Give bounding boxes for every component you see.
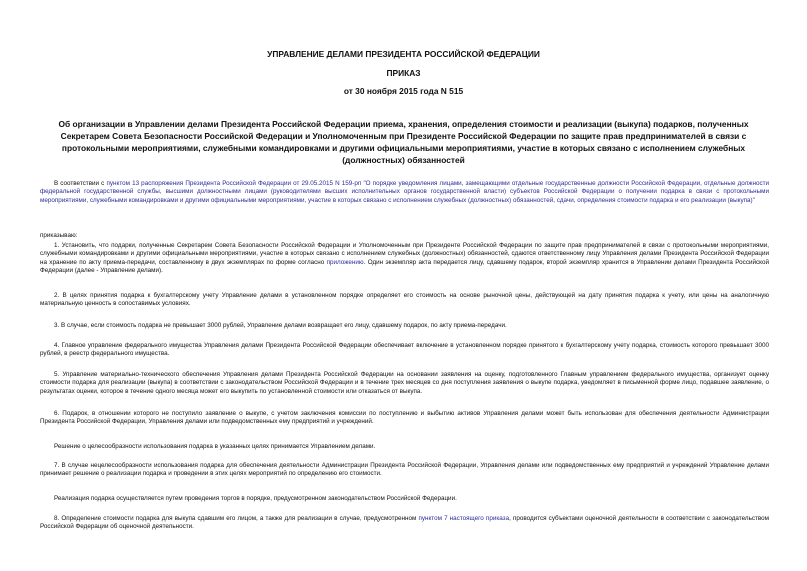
organization-heading: УПРАВЛЕНИЕ ДЕЛАМИ ПРЕЗИДЕНТА РОССИЙСКОЙ ФЕДЕРАЦИИ [267,49,540,59]
paragraph-1-text-end: . Один экземпляр акта передается лицу, сдавшему подарок, второй экземпляр хранится в Управлении делами Президента Российской Федерации (далее - Управление делами). [40,258,769,275]
paragraph-8-text-end: , проводится субъектами оценочной деятельности в соответствии с законодательством Российской Федерации об оценочной деятельности. [40,515,769,531]
paragraph-4: 4. Главное управление федерального имущества Управления делами Президента Российской Федерации обеспечивает включение в установленном порядке принятого к бухгалтерскому учету подарка, стоимость которого превышает 3000 рублей, в реестр федерального имущества. [40,342,769,358]
paragraph-7: 7. В случае нецелесообразности использования подарка для обеспечения деятельности Администрации Президента Российской Федерации, Управления делами или подведомственных ему предприятий и учреждений Управление делами принимает решение о реализации подарка и проведении в этих целях мероприятий по определению его стоимости. [40,462,769,478]
paragraph-7-sale: Реализация подарка осуществляется путем проведения торгов в порядке, предусмотренном законодательством Российской Федерации. [54,495,457,502]
paragraph-6-decision: Решение о целесообразности использования подарка в указанных целях принимается Управлением делами. [54,443,376,450]
document-subject: Об организации в Управлении делами Президента Российской Федерации приема, хранения, определения стоимости и реализации (выкупа) подарков, полученных Секретарем Совета Безопасности Российской Федерации и Уполномоченным при Президенте Российской Федерации по защите прав предпринимателей в связи с протокольными мероприятиями, служебными командировками и другими официальными мероприятиями, участие в которых связано с исполнением служебных (должностных) обязанностей [58,119,749,165]
paragraph-1 [40,242,769,276]
paragraph-5: 5. Управление материально-технического обеспечения Управления делами Президента Российской Федерации на основании заявления на оценку, подготовленного Главным управлением федерального имущества, организует оценку стоимости подарка для реализации (выкупа) в соответствии с законодательством Российской Федерации и в течение трех месяцев со дня поступления заявления о выкупе подарка, уведомляет в письменной форме лицо, подавшее заявление, о результатах оценки, которое в течение одного месяца может его выкупить по установленной стоимости или отказаться от выкупа. [40,371,769,395]
orders-label: приказываю: [40,232,78,239]
document-type: ПРИКАЗ [386,68,421,78]
clause-7-link[interactable]: пунктом 7 настоящего приказа [418,515,510,522]
appendix-link[interactable]: приложению [326,258,364,266]
paragraph-8-text: 8. Определение стоимости подарка для выкупа сдавшим его лицом, а также для реализации в случае, предусмотренном [54,515,419,522]
paragraph-3: 3. В случае, если стоимость подарка не превышает 3000 рублей, Управление делами возвращает его лицу, сдавшему подарок, по акту приема-передачи. [54,322,507,329]
document-date-number: от 30 ноября 2015 года N 515 [343,86,464,96]
preamble-link-decree[interactable]: пунктом 13 распоряжения Президента Российской Федерации от 29.05.2015 N 159-рп [106,180,362,187]
preamble-text: В соответствии с [54,180,107,187]
preamble-paragraph [40,180,769,205]
paragraph-6: 6. Подарок, в отношении которого не поступило заявление о выкупе, с учетом заключения комиссии по поступлению и выбытию активов Управления делами может быть использован для обеспечения деятельности Администрации Президента Российской Федерации, Управления делами или подведомственных ему предприятий и учреждений. [40,410,769,426]
paragraph-1-text: 1. Установить, что подарки, полученные Секретарем Совета Безопасности Российской Федерации и Уполномоченным при Президенте Российской Федерации по защите прав предпринимателей в связи с протокольными мероприятиями, служебными командировками и другими официальными мероприятиями, участие в которых связано с исполнением служебных (должностных) обязанностей, сдаются ответственному лицу Управления делами Президента Российской Федерации на хранение по акту приема-передачи, составленному в двух экземплярах по форме согласно [40,242,769,266]
paragraph-8 [40,515,769,532]
preamble-link-order-title[interactable]: "О порядке уведомления лицами, замещающими отдельные государственные должности Российской Федерации, отдельные должности федеральной государственной службы, высшими должностными лицами (руководителями высших исполнительных органов государственной власти) субъектов Российской Федерации о получении подарка в связи с протокольными мероприятиями, служебными командировками и другими официальными мероприятиями, участие в которых связано с исполнением служебных (должностных) обязанностей, сдачи, определения стоимости подарка и его реализации (выкупа)" [40,180,770,204]
paragraph-2: 2. В целях принятия подарка к бухгалтерскому учету Управление делами в установленном порядке определяет его стоимость на основе рыночной цены, действующей на дату принятия подарка к учету, или цены на аналогичную материальную ценность в сопоставимых условиях. [40,292,769,308]
